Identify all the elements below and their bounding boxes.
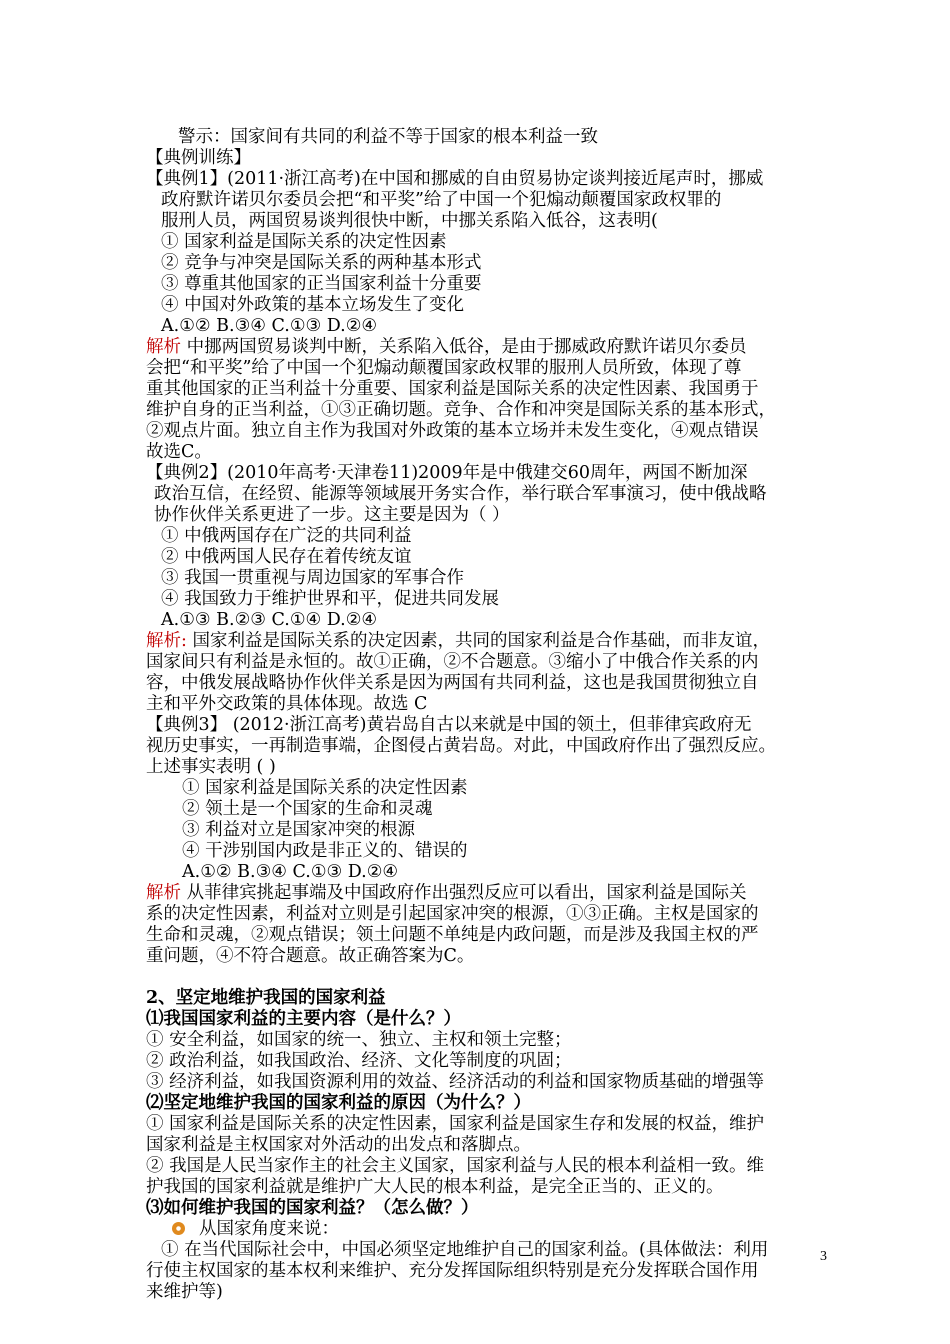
example1-analysis-line: 故选C。 (146, 442, 212, 462)
section2-q2-item: 护我国的国家利益就是维护广大人民的根本利益，是完全正当的、正义的。 (146, 1177, 724, 1197)
bullet-text: 从国家角度来说： (199, 1219, 339, 1239)
example2-line: 协作伙伴关系更进了一步。这主要是因为（ ） (154, 505, 510, 525)
example2-line: 政治互信，在经贸、能源等领域展开务实合作，举行联合军事演习，使中俄战略 (154, 484, 767, 504)
section2-question2: ⑵坚定地维护我国的国家利益的原因（为什么？） (146, 1093, 531, 1113)
analysis-text: 从菲律宾挑起事端及中国政府作出强烈反应可以看出，国家利益是国际关 (181, 883, 747, 903)
example1-analysis-line (146, 337, 747, 358)
example2-analysis-line: 容，中俄发展战略协作伙伴关系是因为两国有共同利益，这也是我国贯彻独立自 (146, 673, 759, 693)
analysis-label: 解析 (146, 883, 181, 903)
example1-analysis-line: 会把“和平奖”给了中国一个犯煽动颠覆国家政权罪的服刑人员所致，体现了尊 (146, 358, 742, 378)
section2-title: 2、坚定地维护我国的国家利益 (146, 988, 386, 1008)
example1-analysis-line: ②观点片面。独立自主作为我国对外政策的基本立场并未发生变化，④观点错误 (146, 421, 759, 441)
section2-q3-item: 行使主权国家的基本权利来维护、充分发挥国际组织特别是充分发挥联合国作用 (146, 1261, 759, 1281)
example1-analysis-line: 重其他国家的正当利益十分重要、国家利益是国际关系的决定性因素、我国勇于 (146, 379, 759, 399)
example1-option: ③ 尊重其他国家的正当国家利益十分重要 (161, 274, 482, 294)
page-number: 3 (820, 1249, 827, 1264)
example3-option: ③ 利益对立是国家冲突的根源 (182, 820, 416, 840)
bullet-icon (172, 1222, 185, 1235)
example3-line: 视历史事实，一再制造事端，企图侵占黄岩岛。对此，中国政府作出了强烈反应。 (146, 736, 776, 756)
example3-analysis-line (146, 883, 747, 904)
example2-option: ② 中俄两国人民存在着传统友谊 (161, 547, 412, 567)
analysis-label: 解析: (146, 631, 187, 651)
example3-analysis-line: 重问题，④不符合题意。故正确答案为C。 (146, 946, 475, 966)
warning-text: 警示：国家间有共同的利益不等于国家的根本利益一致 (178, 127, 598, 147)
section-heading-training: 【典例训练】 (146, 148, 251, 168)
example3-option: ② 领土是一个国家的生命和灵魂 (182, 799, 433, 819)
section2-question1: ⑴我国国家利益的主要内容（是什么？） (146, 1009, 461, 1029)
example2-analysis-line (146, 631, 770, 652)
section2-q2-item: ② 我国是人民当家作主的社会主义国家，国家利益与人民的根本利益相一致。维 (146, 1156, 765, 1176)
analysis-text: 中挪两国贸易谈判中断，关系陷入低谷，是由于挪威政府默许诺贝尔委员 (181, 337, 747, 357)
section2-q2-item: 国家利益是主权国家对外活动的出发点和落脚点。 (146, 1135, 531, 1155)
example2-option: ③ 我国一贯重视与周边国家的军事合作 (161, 568, 465, 588)
example1-analysis-line: 维护自身的正当利益，①③正确切题。竞争、合作和冲突是国际关系的基本形式， (146, 400, 776, 420)
section2-q1-item: ② 政治利益，如我国政治、经济、文化等制度的巩固； (146, 1051, 572, 1071)
example1-line: 政府默许诺贝尔委员会把“和平奖”给了中国一个犯煽动颠覆国家政权罪的 (161, 190, 722, 210)
example2-choices: A.①③ B.②③ C.①④ D.②④ (161, 610, 378, 630)
analysis-label: 解析 (146, 337, 181, 357)
example2-line: 【典例2】(2010年高考·天津卷11)2009年是中俄建交60周年，两国不断加深 (146, 463, 748, 483)
example3-analysis-line: 系的决定性因素，利益对立则是引起国家冲突的根源，①③正确。主权是国家的 (146, 904, 759, 924)
example3-line: 上述事实表明 ( ) (146, 757, 276, 777)
example2-analysis-line: 国家间只有利益是永恒的。故①正确，②不合题意。③缩小了中俄合作关系的内 (146, 652, 759, 672)
section2-q1-item: ① 安全利益，如国家的统一、独立、主权和领土完整； (146, 1030, 572, 1050)
example3-analysis-line: 生命和灵魂，②观点错误；领土问题不单纯是内政问题，而是涉及我国主权的严 (146, 925, 759, 945)
section2-q3-bullet (172, 1219, 339, 1240)
analysis-text: 国家利益是国际关系的决定因素，共同的国家利益是合作基础，而非友谊， (186, 631, 770, 651)
section2-q1-item: ③ 经济利益，如我国资源利用的效益、经济活动的利益和国家物质基础的增强等 (146, 1072, 765, 1092)
example1-option: ① 国家利益是国际关系的决定性因素 (161, 232, 447, 252)
example1-choices: A.①② B.③④ C.①③ D.②④ (161, 316, 378, 336)
example3-line: 【典例3】 (2012·浙江高考)黄岩岛自古以来就是中国的领土，但菲律宾政府无 (146, 715, 752, 735)
example1-option: ② 竞争与冲突是国际关系的两种基本形式 (161, 253, 482, 273)
example1-line: 【典例1】(2011·浙江高考)在中国和挪威的自由贸易协定谈判接近尾声时，挪威 (146, 169, 764, 189)
example1-option: ④ 中国对外政策的基本立场发生了变化 (161, 295, 465, 315)
section2-q3-item: ① 在当代国际社会中，中国必须坚定地维护自己的国家利益。(具体做法：利用 (161, 1240, 769, 1260)
example3-option: ④ 干涉别国内政是非正义的、错误的 (182, 841, 468, 861)
example1-line: 服刑人员，两国贸易谈判很快中断，中挪关系陷入低谷，这表明( (161, 211, 658, 231)
example2-option: ④ 我国致力于维护世界和平，促进共同发展 (161, 589, 500, 609)
example2-option: ① 中俄两国存在广泛的共同利益 (161, 526, 412, 546)
section2-question3: ⑶如何维护我国的国家利益？（怎么做？） (146, 1198, 479, 1218)
section2-q2-item: ① 国家利益是国际关系的决定性因素，国家利益是国家生存和发展的权益，维护 (146, 1114, 765, 1134)
example3-choices: A.①② B.③④ C.①③ D.②④ (182, 862, 399, 882)
example2-analysis-line: 主和平外交政策的具体体现。故选 C (146, 694, 428, 714)
section2-q3-item: 来维护等) (146, 1282, 223, 1302)
example3-option: ① 国家利益是国际关系的决定性因素 (182, 778, 468, 798)
